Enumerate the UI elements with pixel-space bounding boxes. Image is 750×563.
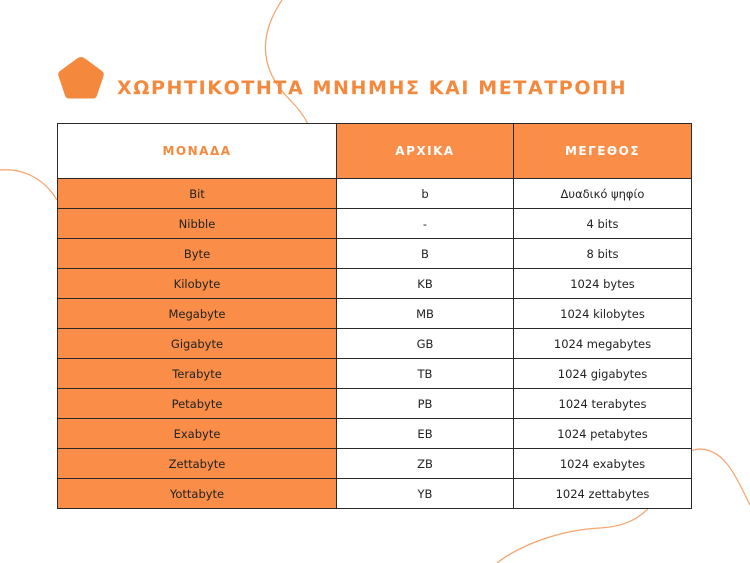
unit-cell: Megabyte [58, 299, 337, 329]
size-cell: 1024 zettabytes [514, 479, 692, 509]
unit-cell: Bit [58, 179, 337, 209]
table-row [58, 239, 692, 269]
size-cell: 1024 exabytes [514, 449, 692, 479]
abbreviation-cell: GB [337, 329, 514, 359]
size-cell: 1024 bytes [514, 269, 692, 299]
header-unit: ΜΟΝΑΔΑ [58, 124, 337, 179]
table-row [58, 359, 692, 389]
table-row [58, 479, 692, 509]
abbreviation-cell: ZB [337, 449, 514, 479]
table-header-row [58, 124, 692, 179]
size-cell: Δυαδικό ψηφίο [514, 179, 692, 209]
size-cell: 1024 terabytes [514, 389, 692, 419]
memory-units-table [57, 123, 692, 509]
table-row [58, 389, 692, 419]
unit-cell: Byte [58, 239, 337, 269]
unit-cell: Kilobyte [58, 269, 337, 299]
abbreviation-cell: b [337, 179, 514, 209]
size-cell: 1024 kilobytes [514, 299, 692, 329]
size-cell: 1024 gigabytes [514, 359, 692, 389]
table-row [58, 299, 692, 329]
abbreviation-cell: MB [337, 299, 514, 329]
header-abbreviation: ΑΡΧΙΚΑ [337, 124, 514, 179]
abbreviation-cell: B [337, 239, 514, 269]
size-cell: 4 bits [514, 209, 692, 239]
unit-cell: Terabyte [58, 359, 337, 389]
size-cell: 1024 megabytes [514, 329, 692, 359]
abbreviation-cell: YB [337, 479, 514, 509]
header-size: ΜΕΓΕΘΟΣ [514, 124, 692, 179]
unit-cell: Zettabyte [58, 449, 337, 479]
unit-cell: Yottabyte [58, 479, 337, 509]
table-row [58, 419, 692, 449]
table-row [58, 209, 692, 239]
size-cell: 8 bits [514, 239, 692, 269]
table-row [58, 179, 692, 209]
abbreviation-cell: - [337, 209, 514, 239]
abbreviation-cell: EB [337, 419, 514, 449]
unit-cell: Exabyte [58, 419, 337, 449]
table-row [58, 449, 692, 479]
unit-cell: Gigabyte [58, 329, 337, 359]
top-curve-line [265, 0, 308, 124]
abbreviation-cell: KB [337, 269, 514, 299]
table-row [58, 269, 692, 299]
left-curve-line [0, 170, 57, 200]
abbreviation-cell: PB [337, 389, 514, 419]
table-row [58, 329, 692, 359]
pentagon-icon [56, 55, 106, 101]
size-cell: 1024 petabytes [514, 419, 692, 449]
page-title: ΧΩΡΗΤΙΚΟΤΗΤΑ ΜΝΗΜΗΣ ΚΑΙ ΜΕΤΑΤΡΟΠΗ [117, 77, 628, 99]
unit-cell: Petabyte [58, 389, 337, 419]
abbreviation-cell: TB [337, 359, 514, 389]
unit-cell: Nibble [58, 209, 337, 239]
